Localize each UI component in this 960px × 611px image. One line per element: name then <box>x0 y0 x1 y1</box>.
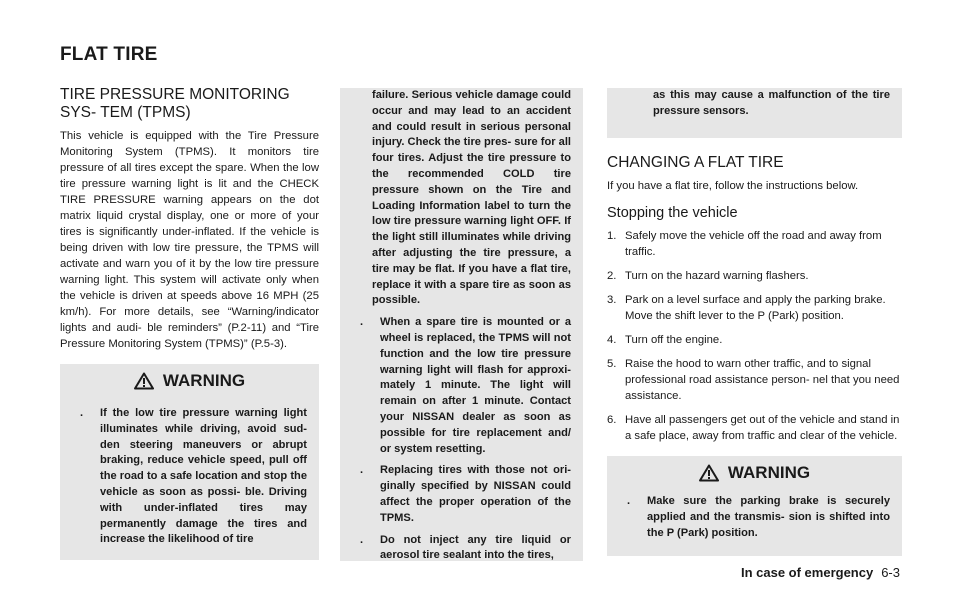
warning-item-text: Replacing tires with those not ori- ginally specified by NISSAN could affect the proper operation of the TPMS. <box>380 464 571 524</box>
warning-header <box>607 456 902 490</box>
step-text: Turn off the engine. <box>625 334 723 346</box>
tpms-body: This vehicle is equipped with the Tire Pressure Monitoring System (TPMS). It monitors tire pressure of all tires except the spare. When the low tire pressure warning light is lit and the CHECK TIRE PRESSURE warning appears on the dot matrix liquid crystal display, one or more of your tires is significantly under-inflated. If the vehicle is being driven with low tire pressure, the TPMS will activate and warn you of it by the low tire pressure warning light. This system will activate only when the vehicle is driven at speeds above 16 MPH (25 km/h). For more details, see “Warning/indicator lights and audi- ble reminders” (P.2-11) and “Tire Pressure Monitoring System (TPMS)” (P.5-3). <box>60 130 319 350</box>
bullet: . <box>360 316 364 329</box>
step-number: 2. <box>607 270 617 282</box>
warning-item <box>80 406 307 548</box>
warning-list <box>607 490 902 553</box>
warning-item-text: When a spare tire is mounted or a wheel is replaced, the TPMS will not function and the low tire pressure warning light will flash for approxi- mately 1 minute. The light will remain on after 1 minute. Contact your NISSAN dealer as soon as possible for tire replacement and/ or system resetting. <box>380 316 571 455</box>
column-1 <box>60 86 319 560</box>
warning-item <box>360 533 571 565</box>
page-number: 6-3 <box>881 565 900 580</box>
step-item <box>607 412 902 444</box>
warning-box-1-continued <box>340 88 583 561</box>
step-number: 5. <box>607 358 617 370</box>
step-text: Turn on the hazard warning flashers. <box>625 270 809 282</box>
section-title: FLAT TIRE <box>60 44 158 65</box>
step-text: Have all passengers get out of the vehicle and stand in a safe place, away from traffic and clear of the vehicle. <box>625 414 900 442</box>
step-number: 6. <box>607 414 617 426</box>
step-item <box>607 356 902 404</box>
warning-header <box>60 364 319 398</box>
steps-list <box>607 228 902 444</box>
step-item <box>607 332 902 348</box>
warning-triangle-icon <box>134 372 154 390</box>
bullet: . <box>80 407 84 419</box>
step-item <box>607 292 902 324</box>
step-number: 1. <box>607 230 617 242</box>
warning-label: WARNING <box>727 463 811 482</box>
step-number: 3. <box>607 294 617 306</box>
warning-list-2 <box>346 309 571 564</box>
warning-triangle-icon <box>699 464 719 482</box>
warning-box-1-end <box>607 88 902 138</box>
bullet: . <box>627 495 631 507</box>
warning-item <box>360 315 571 457</box>
changing-body: If you have a flat tire, follow the instructions below. <box>607 180 859 192</box>
warning-item <box>627 494 890 541</box>
changing-heading: CHANGING A FLAT TIRE <box>607 154 784 171</box>
warning-label: WARNING <box>162 371 246 390</box>
warning-box-1 <box>60 364 319 560</box>
warning-continuation: failure. Serious vehicle damage could occur and may lead to an accident and could result in serious personal injury. Check the tire pres- sure for all four tires. Adjust the tire pressure to the recommended COLD tire pressure shown on the Tire and Loading Information label to turn the low tire pressure warning light OFF. If the light still illuminates while driving after adjusting the tire pressure, a tire may be flat. If you have a flat tire, replace it with a spare tire as soon as possible. <box>372 89 571 307</box>
page-footer <box>741 565 900 580</box>
column-3 <box>607 88 902 556</box>
warning-box-2 <box>607 456 902 556</box>
warning-item-text: If the low tire pressure warning light illuminates while driving, avoid sud- den steering maneuvers or abrupt braking, reduce vehicle speed, pull off the road to a safe location and stop the vehicle as soon as possi- ble. Driving with under-inflated tires may permanently damage the tires and increase the likelihood of tire <box>100 407 307 546</box>
footer-label: In case of emergency <box>740 565 874 580</box>
warning-continuation-2: as this may cause a malfunction of the tire pressure sensors. <box>653 89 890 117</box>
warning-item-text: Make sure the parking brake is securely applied and the transmis- sion is shifted into the P (Park) position. <box>647 495 890 539</box>
warning-item <box>360 463 571 526</box>
step-number: 4. <box>607 334 617 346</box>
step-text: Raise the hood to warn other traffic, and to signal professional road assistance person- nel that you need assistance. <box>625 358 900 402</box>
step-text: Park on a level surface and apply the parking brake. Move the shift lever to the P (Park) position. <box>625 294 886 322</box>
tpms-heading: TIRE PRESSURE MONITORING SYS- TEM (TPMS) <box>60 86 290 121</box>
bullet: . <box>360 533 364 546</box>
step-text: Safely move the vehicle off the road and away from traffic. <box>625 230 882 258</box>
step-item <box>607 228 902 260</box>
step-item <box>607 268 902 284</box>
stopping-subheading: Stopping the vehicle <box>607 205 738 221</box>
warning-item-text: Do not inject any tire liquid or aerosol tire sealant into the tires, <box>380 533 571 562</box>
bullet: . <box>360 464 364 477</box>
warning-list <box>60 398 319 560</box>
column-2 <box>340 88 583 561</box>
